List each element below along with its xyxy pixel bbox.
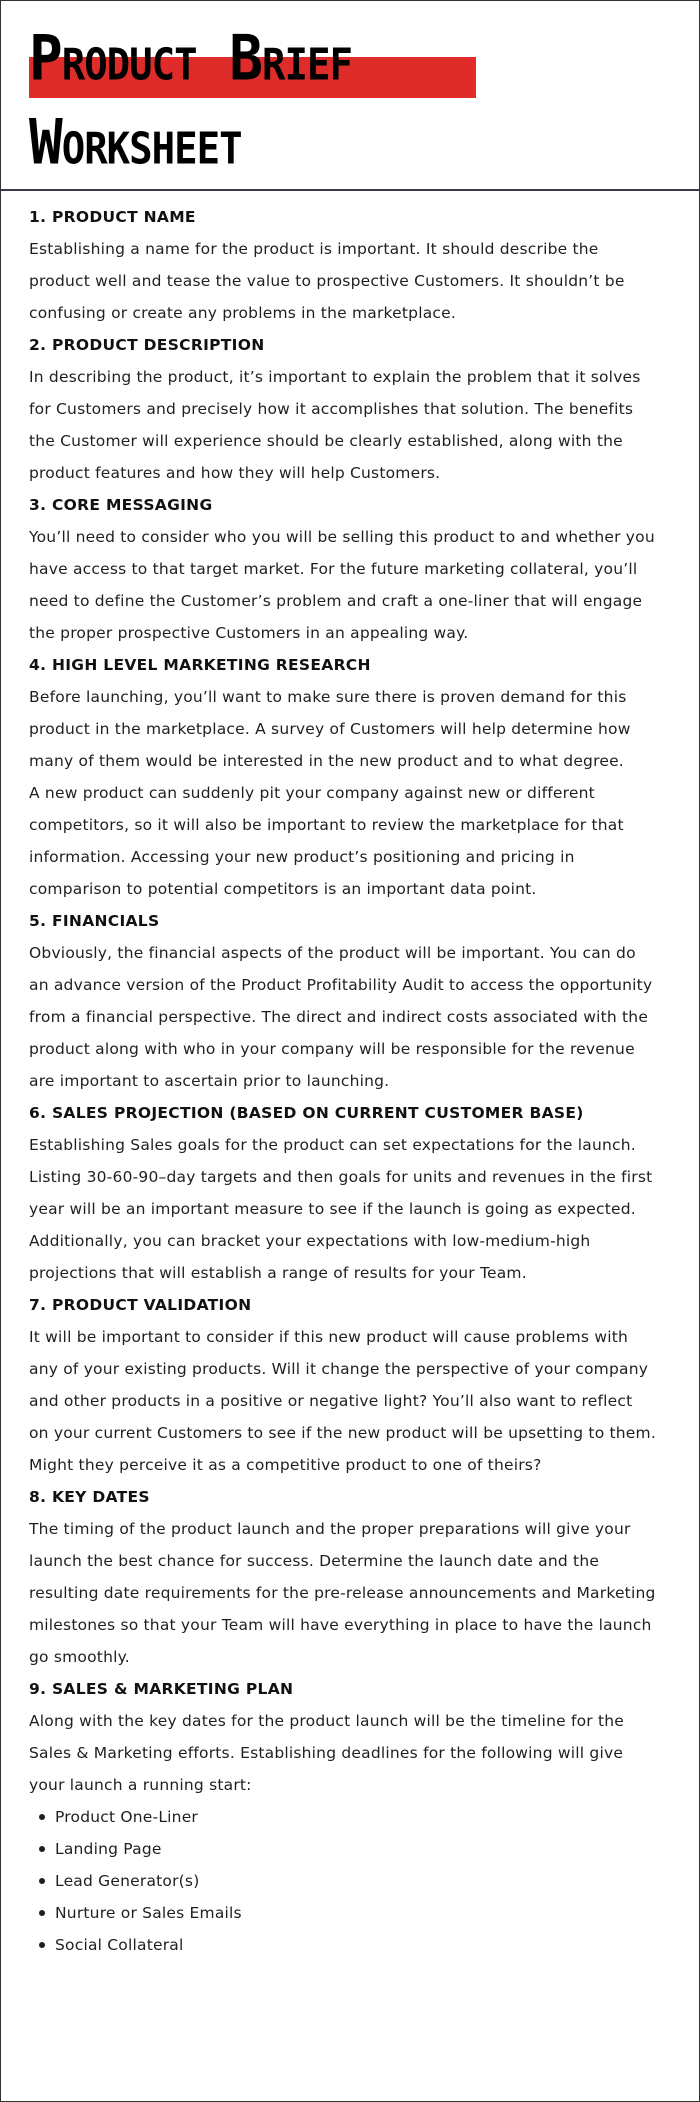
- section-heading: 6. SALES PROJECTION (BASED ON CURRENT CUSTOMER BASE): [29, 1104, 584, 1122]
- section-paragraph: Establishing a name for the product is important. It should describe the product well and tease the value to prospective Customers. It shouldn’t be confusing or create any problems in the marketplace.: [29, 240, 625, 322]
- section-heading: 2. PRODUCT DESCRIPTION: [29, 336, 265, 354]
- section-paragraph: In describing the product, it’s important to explain the problem that it solves for Customers and precisely how it accomplishes that solution. The benefits the Customer will experience should be clearly established, along with the product features and how they will help Customers.: [29, 368, 641, 482]
- list-item: [55, 1833, 657, 1865]
- section-paragraph: A new product can suddenly pit your company against new or different competitors, so it will also be important to review the marketplace for that information. Accessing your new product’s positioning and pricing in comparison to potential competitors is an important data point.: [29, 784, 624, 898]
- list-item: [55, 1865, 657, 1897]
- section-sales-projection: [29, 1097, 657, 1289]
- section-heading: 4. HIGH LEVEL MARKETING RESEARCH: [29, 656, 371, 674]
- section-heading: 5. FINANCIALS: [29, 912, 160, 930]
- section-paragraph: Before launching, you’ll want to make sure there is proven demand for this product in the marketplace. A survey of Customers will help determine how many of them would be interested in the new product and to what degree.: [29, 688, 631, 770]
- section-heading: 8. KEY DATES: [29, 1488, 150, 1506]
- list-item-label: Product One-Liner: [55, 1808, 199, 1826]
- deliverables-list: [29, 1801, 657, 1961]
- list-item: [55, 1897, 657, 1929]
- section-product-validation: [29, 1289, 657, 1481]
- section-paragraph: Obviously, the financial aspects of the product will be important. You can do an advance version of the Product Profitability Audit to access the opportunity from a financial perspective. The direct and indirect costs associated with the product along with who in your company will be responsible for the revenue are important to ascertain prior to launching.: [29, 944, 653, 1090]
- page-title-line-1: Product Brief: [29, 22, 352, 96]
- list-item-label: Nurture or Sales Emails: [55, 1904, 242, 1922]
- section-paragraph: It will be important to consider if this new product will cause problems with any of your existing products. Will it change the perspective of your company and other products in a positive or negative light? You’ll also want to reflect on your current Customers to see if the new product will be upsetting to them. Might they perceive it as a competitive product to one of theirs?: [29, 1328, 656, 1474]
- section-sales-marketing-plan: [29, 1673, 657, 1961]
- section-product-name: [29, 201, 657, 329]
- worksheet-header: [1, 1, 699, 191]
- bullet-icon: [39, 1878, 45, 1884]
- section-paragraph: The timing of the product launch and the proper preparations will give your launch the best chance for success. Determine the launch date and the resulting date requirements for the pre-release announcements and Marketing milestones so that your Team will have everything in place to have the launch go smoothly.: [29, 1520, 656, 1666]
- bullet-icon: [39, 1846, 45, 1852]
- section-heading: 7. PRODUCT VALIDATION: [29, 1296, 252, 1314]
- list-item-label: Landing Page: [55, 1840, 162, 1858]
- list-item: [55, 1929, 657, 1961]
- section-heading: 1. PRODUCT NAME: [29, 208, 196, 226]
- section-heading: 3. CORE MESSAGING: [29, 496, 213, 514]
- section-heading: 9. SALES & MARKETING PLAN: [29, 1680, 294, 1698]
- bullet-icon: [39, 1942, 45, 1948]
- section-marketing-research: [29, 649, 657, 905]
- section-paragraph: Establishing Sales goals for the product can set expectations for the launch. Listing 30-60-90–day targets and then goals for units and revenues in the first year will be an important measure to see if the launch is going as expected. Additionally, you can bracket your expectations with low-medium-high projections that will establish a range of results for your Team.: [29, 1136, 653, 1282]
- worksheet-content: [1, 191, 699, 1961]
- bullet-icon: [39, 1814, 45, 1820]
- section-product-description: [29, 329, 657, 489]
- section-paragraph: Along with the key dates for the product launch will be the timeline for the Sales & Marketing efforts. Establishing deadlines for the following will give your launch a running start:: [29, 1712, 625, 1794]
- page-title-line-2: Worksheet: [29, 106, 242, 180]
- section-key-dates: [29, 1481, 657, 1673]
- section-financials: [29, 905, 657, 1097]
- bullet-icon: [39, 1910, 45, 1916]
- list-item: [55, 1801, 657, 1833]
- list-item-label: Lead Generator(s): [55, 1872, 200, 1890]
- list-item-label: Social Collateral: [55, 1936, 184, 1954]
- section-paragraph: You’ll need to consider who you will be selling this product to and whether you have access to that target market. For the future marketing collateral, you’ll need to define the Customer’s problem and craft a one-liner that will engage the proper prospective Customers in an appealing way.: [29, 528, 655, 642]
- section-core-messaging: [29, 489, 657, 649]
